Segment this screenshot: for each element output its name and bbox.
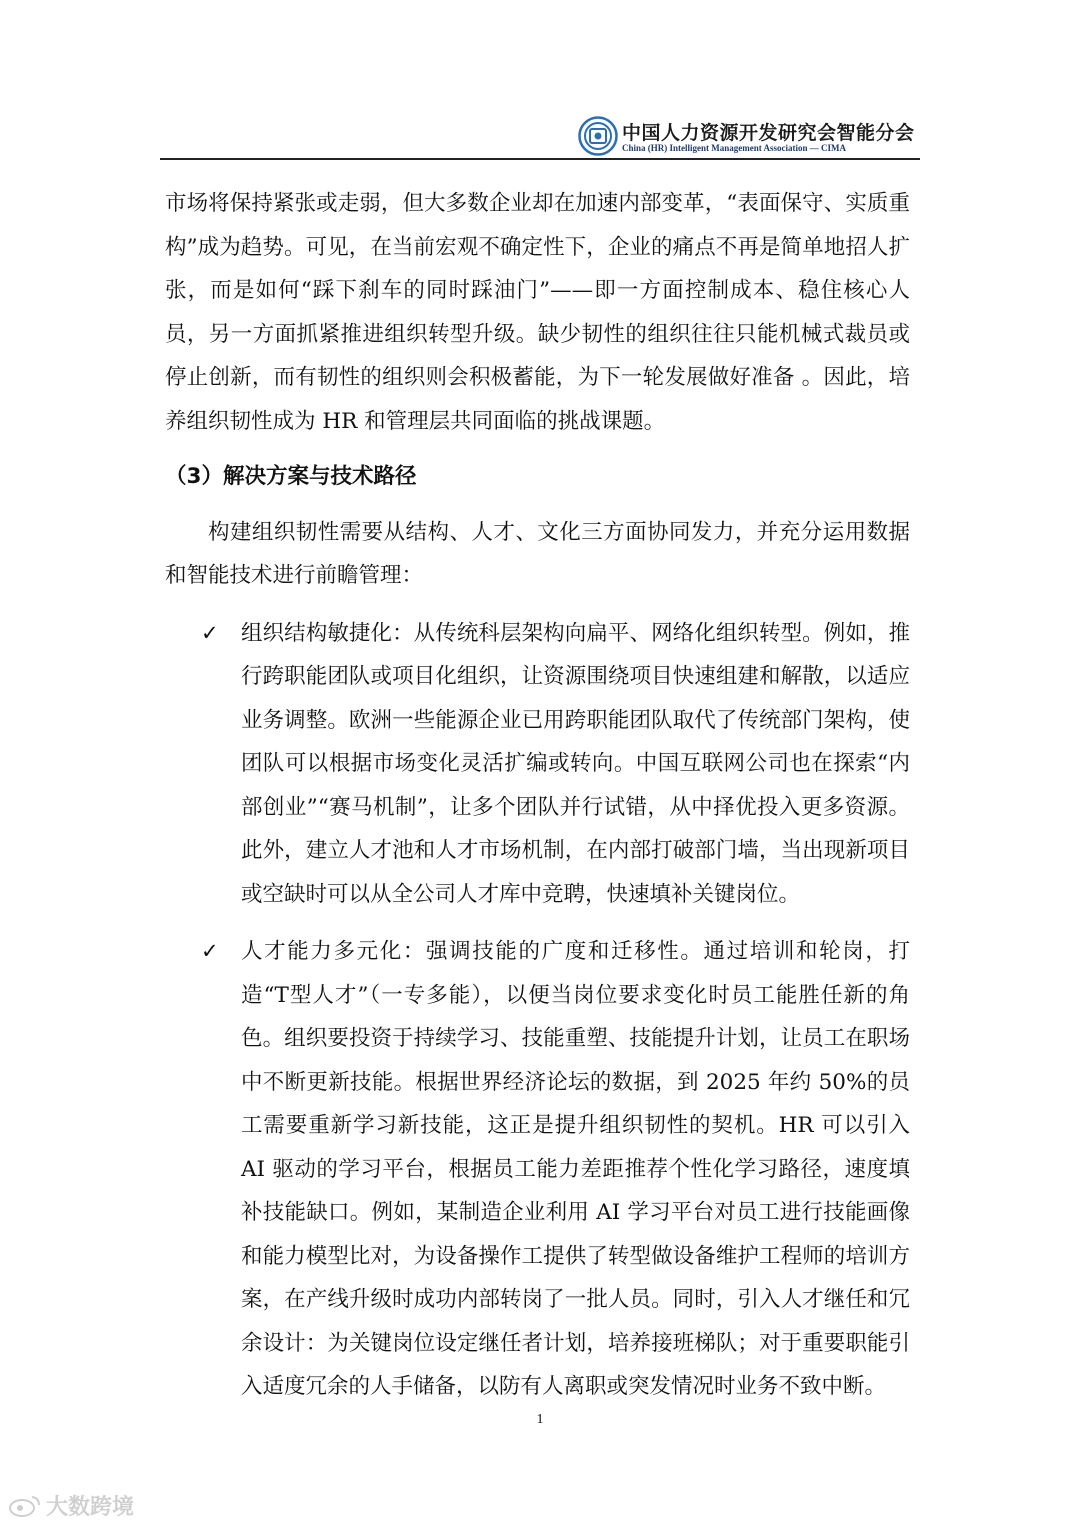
section-heading: （3）解决方案与技术路径 bbox=[165, 464, 417, 489]
weibo-icon bbox=[8, 1493, 42, 1517]
bullet-item-1 bbox=[165, 612, 910, 917]
org-name-en: China (HR) Intelligent Management Association — CIMA bbox=[622, 143, 846, 153]
cima-logo-icon bbox=[578, 116, 618, 156]
org-name-cn: 中国人力资源开发研究会智能分会 bbox=[622, 122, 915, 144]
watermark bbox=[8, 1490, 134, 1520]
paragraph-1: 市场将保持紧张或走弱，但大多数企业却在加速内部变革，“表面保守、实质重构”成为趋势。可见，在当前宏观不确定性下，企业的痛点不再是简单地招人扩张，而是如何“踩下刹车的同时踩油门”——即一方面控制成本、稳住核心人员，另一方面抓紧推进组织转型升级。缺少韧性的组织往往只能机械式裁员或停止创新，而有韧性的组织则会积极蓄能，为下一轮发展做好准备 。因此，培养组织韧性成为 HR 和管理层共同面临的挑战课题。 bbox=[165, 191, 910, 434]
watermark-text: 大数跨境 bbox=[46, 1494, 135, 1520]
bullet-text-1: 组织结构敏捷化：从传统科层架构向扁平、网络化组织转型。例如，推行跨职能团队或项目化组织，让资源围绕项目快速组建和解散，以适应业务调整。欧洲一些能源企业已用跨职能团队取代了传统部门架构，使团队可以根据市场变化灵活扩编或转向。中国互联网公司也在探索“内部创业”“赛马机制”，让多个团队并行试错，从中择优投入更多资源。此外，建立人才池和人才市场机制，在内部打破部门墙，当出现新项目或空缺时可以从全公司人才库中竞聘，快速填补关键岗位。 bbox=[241, 620, 910, 907]
header-divider bbox=[160, 158, 920, 160]
checkmark-icon: ✓ bbox=[201, 620, 219, 645]
paragraph-2: 构建组织韧性需要从结构、人才、文化三方面协同发力，并充分运用数据和智能技术进行前瞻管理： bbox=[165, 519, 910, 588]
bullet-item-2 bbox=[165, 930, 910, 1409]
bullet-text-2: 人才能力多元化：强调技能的广度和迁移性。通过培训和轮岗，打造“T型人才”（一专多能），以便当岗位要求变化时员工能胜任新的角色。组织要投资于持续学习、技能重塑、技能提升计划，让员工在职场中不断更新技能。根据世界经济论坛的数据，到 2025 年约 50%的员工需要重新学习新技能，这正是提升组织韧性的契机。HR 可以引入 AI 驱动的学习平台，根据员工能力差距推荐个性化学习路径，速度填补技能缺口。例如，某制造企业利用 AI 学习平台对员工进行技能画像和能力模型比对，为设备操作工提供了转型做设备维护工程师的培训方案，在产线升级时成功内部转岗了一批人员。同时，引入人才继任和冗余设计：为关键岗位设定继任者计划，培养接班梯队；对于重要职能引入适度冗余的人手储备，以防有人离职或突发情况时业务不致中断。 bbox=[241, 939, 910, 1399]
page-number: 1 bbox=[536, 1412, 544, 1427]
checkmark-icon: ✓ bbox=[201, 939, 219, 963]
document-body bbox=[165, 182, 910, 1409]
page-header bbox=[160, 112, 920, 160]
